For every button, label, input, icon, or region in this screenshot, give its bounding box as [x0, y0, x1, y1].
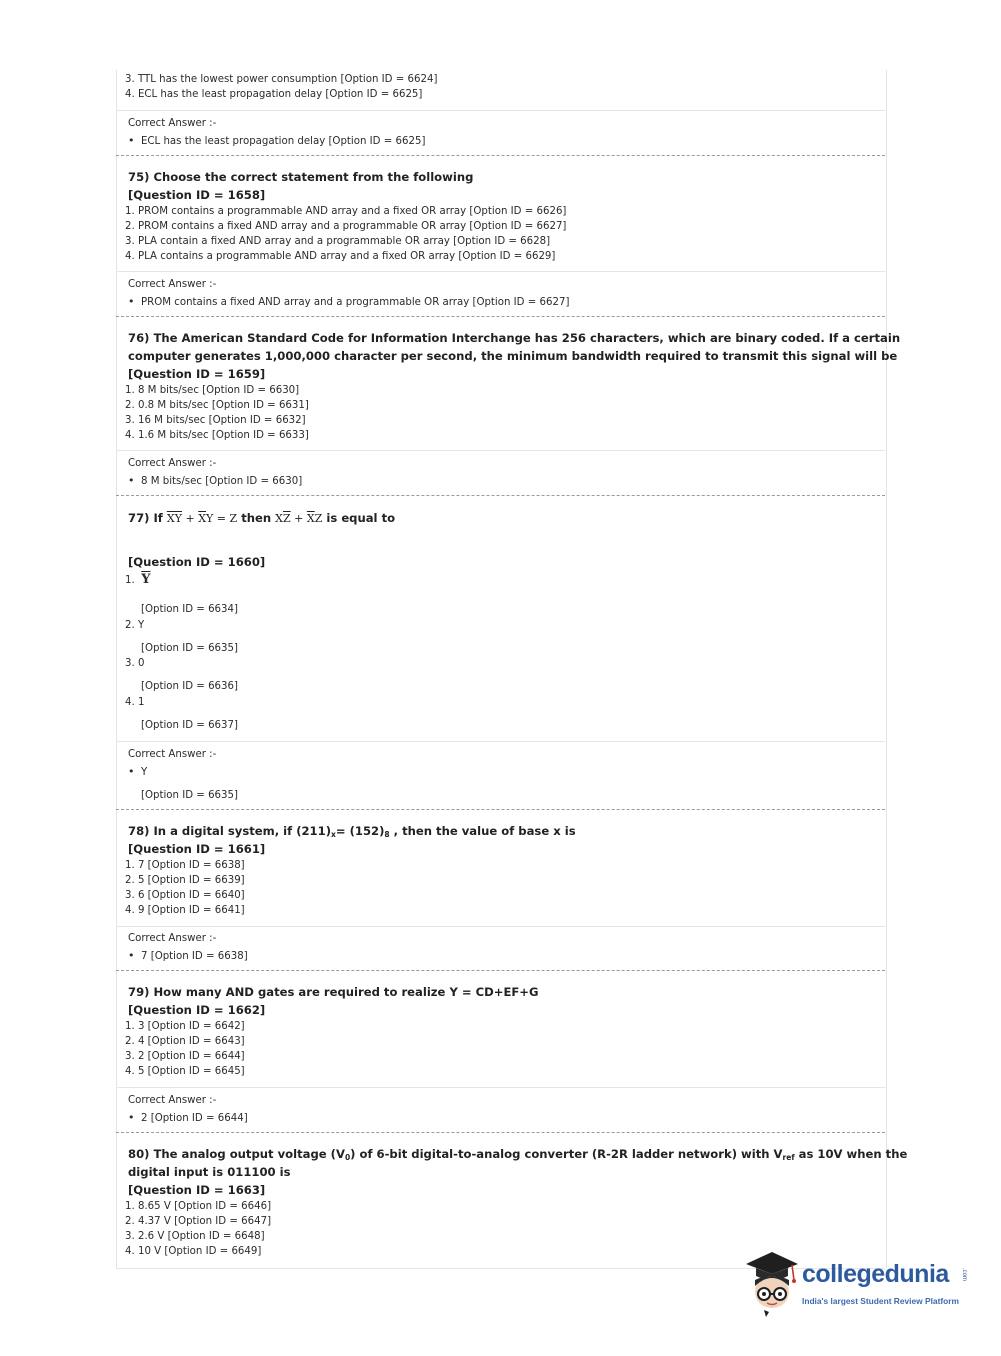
correct-answer: • PROM contains a fixed AND array and a programmable OR array [Option ID = 6627]	[128, 295, 569, 309]
correct-answer: • 8 M bits/sec [Option ID = 6630]	[128, 474, 302, 488]
question-text: 79) How many AND gates are required to realize Y = CD+EF+G	[128, 985, 539, 999]
equation-2: $X\overline{Z} + \overline{X}Z$	[275, 512, 323, 525]
option-3: 3. 2.6 V [Option ID = 6648]	[125, 1231, 265, 1242]
option-3: 3. 0	[125, 658, 145, 669]
correct-answer-label: Correct Answer :-	[128, 1095, 217, 1106]
question-id: [Question ID = 1660]	[128, 555, 266, 569]
divider	[116, 450, 885, 451]
question-id: [Question ID = 1659]	[128, 367, 266, 381]
option-2: 2. 5 [Option ID = 6639]	[125, 875, 245, 886]
correct-answer-id: [Option ID = 6635]	[141, 790, 238, 801]
question-text-line-1: 80) The analog output voltage $(V_0)$ of 6-bit digital-to-analog converter (R-2R ladder network) with $V_{ref}$ as 10V when the	[128, 1147, 908, 1162]
option-4: 4. 5 [Option ID = 6645]	[125, 1066, 245, 1077]
option-3: 3. 16 M bits/sec [Option ID = 6632]	[125, 415, 306, 426]
question-separator	[116, 495, 885, 496]
brand-name: collegedunia	[802, 1260, 949, 1288]
brand-tagline: India's largest Student Review Platform	[802, 1296, 959, 1306]
divider	[116, 271, 885, 272]
option-4: 4. ECL has the least propagation delay [Option ID = 6625]	[125, 89, 423, 100]
question-separator	[116, 809, 885, 810]
option-3: 3. PLA contain a fixed AND array and a programmable OR array [Option ID = 6628]	[125, 236, 551, 247]
option-2: 2. 4.37 V [Option ID = 6647]	[125, 1216, 272, 1227]
divider	[116, 741, 885, 742]
question-separator	[116, 1132, 885, 1133]
question-text: 77) If $\overline{XY} + \overline{X}Y = Z$ then $X\overline{Z} + \overline{X}Z$ is equal to	[128, 511, 396, 525]
option-4: 4. 1	[125, 697, 145, 708]
divider	[116, 110, 885, 111]
option-2: 2. 0.8 M bits/sec [Option ID = 6631]	[125, 400, 309, 411]
mascot-icon	[742, 1250, 800, 1320]
option-2: 2. PROM contains a fixed AND array and a programmable OR array [Option ID = 6627]	[125, 221, 567, 232]
option-3-id: [Option ID = 6636]	[141, 681, 238, 692]
option-3: 3. TTL has the lowest power consumption [Option ID = 6624]	[125, 74, 438, 85]
correct-answer-label: Correct Answer :-	[128, 118, 217, 129]
option-3: 3. 6 [Option ID = 6640]	[125, 890, 245, 901]
option-4: 4. 9 [Option ID = 6641]	[125, 905, 245, 916]
option-1: 1. 8 M bits/sec [Option ID = 6630]	[125, 385, 300, 396]
option-4: 4. 1.6 M bits/sec [Option ID = 6633]	[125, 430, 309, 441]
option-2: 2. Y	[125, 620, 145, 631]
question-id: [Question ID = 1661]	[128, 842, 266, 856]
question-text-line-2: digital input is 011100 is	[128, 1165, 291, 1179]
option-1-id: [Option ID = 6634]	[141, 604, 238, 615]
option-2-id: [Option ID = 6635]	[141, 643, 238, 654]
option-1: 1. PROM contains a programmable AND array and a fixed OR array [Option ID = 6626]	[125, 206, 567, 217]
brand-domain: .com	[961, 1268, 967, 1282]
equation-1: $\overline{XY} + \overline{X}Y = Z$	[166, 512, 238, 525]
option-3: 3. 2 [Option ID = 6644]	[125, 1051, 245, 1062]
question-text: 78) In a digital system, if $(211)_x= (152)_8$ , then the value of base x is	[128, 824, 576, 839]
collegedunia-logo	[742, 1250, 972, 1320]
correct-answer: • ECL has the least propagation delay [Option ID = 6625]	[128, 134, 425, 148]
question-id: [Question ID = 1663]	[128, 1183, 266, 1197]
question-id: [Question ID = 1662]	[128, 1003, 266, 1017]
correct-answer-label: Correct Answer :-	[128, 279, 217, 290]
correct-answer: • 7 [Option ID = 6638]	[128, 949, 248, 963]
option-1: 1. 7 [Option ID = 6638]	[125, 860, 245, 871]
correct-answer: • 2 [Option ID = 6644]	[128, 1111, 248, 1125]
option-4: 4. PLA contains a programmable AND array and a fixed OR array [Option ID = 6629]	[125, 251, 556, 262]
option-4-id: [Option ID = 6637]	[141, 720, 238, 731]
question-text-line-2: computer generates 1,000,000 character per second, the minimum bandwidth required to transmit this signal will be	[128, 349, 898, 363]
option-1: 1. $\overline{Y}$	[125, 572, 151, 587]
correct-answer: • Y	[128, 765, 147, 779]
correct-answer-label: Correct Answer :-	[128, 933, 217, 944]
correct-answer-label: Correct Answer :-	[128, 458, 217, 469]
question-text: 75) Choose the correct statement from the following	[128, 170, 474, 184]
question-id: [Question ID = 1658]	[128, 188, 266, 202]
divider	[116, 1087, 885, 1088]
question-separator	[116, 155, 885, 156]
option-4: 4. 10 V [Option ID = 6649]	[125, 1246, 262, 1257]
question-text-line-1: 76) The American Standard Code for Information Interchange has 256 characters, which are binary coded. If a certain	[128, 331, 901, 345]
option-1: 1. 3 [Option ID = 6642]	[125, 1021, 245, 1032]
option-1: 1. 8.65 V [Option ID = 6646]	[125, 1201, 272, 1212]
divider	[116, 926, 885, 927]
option-2: 2. 4 [Option ID = 6643]	[125, 1036, 245, 1047]
question-separator	[116, 970, 885, 971]
question-separator	[116, 316, 885, 317]
correct-answer-label: Correct Answer :-	[128, 749, 217, 760]
